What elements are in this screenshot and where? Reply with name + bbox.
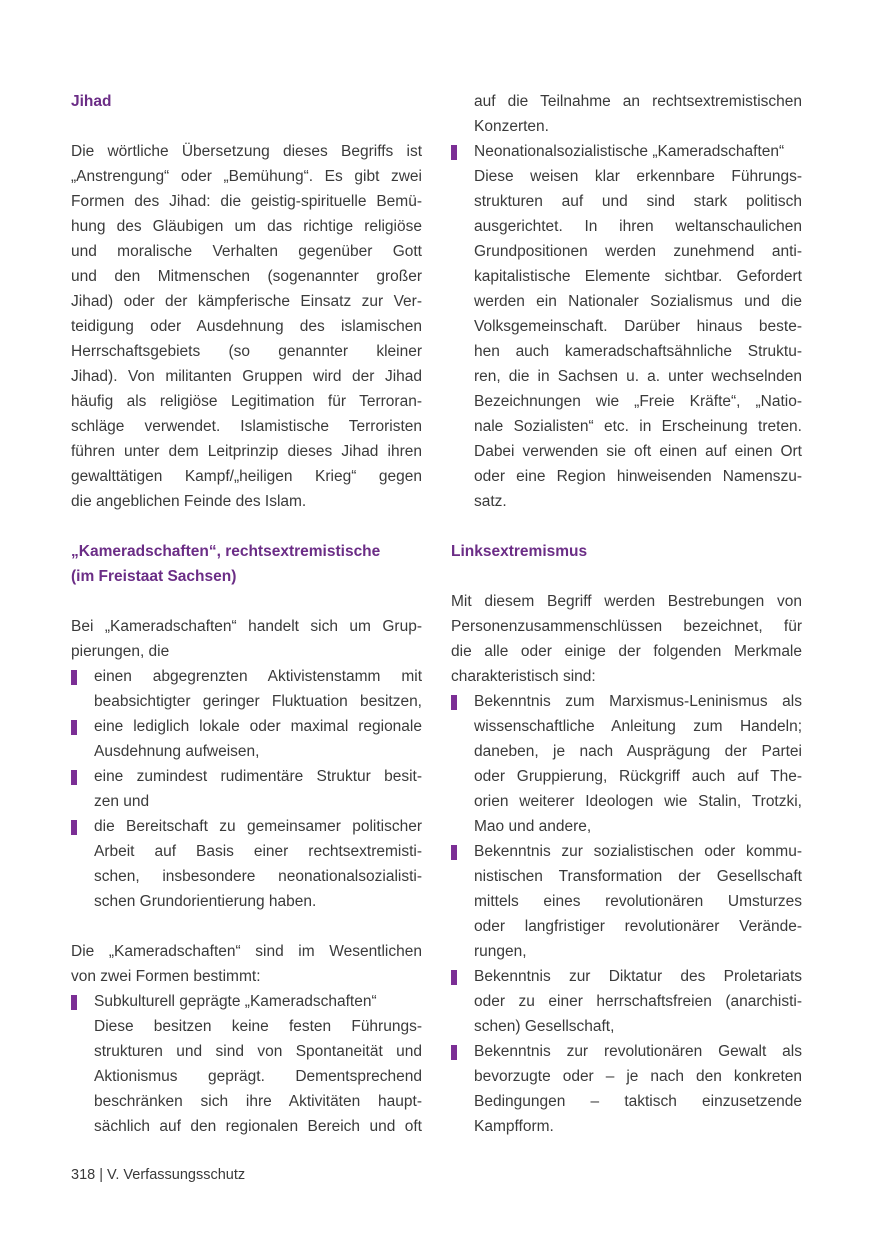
list-item-line (451, 289, 802, 314)
list-item-line (451, 714, 802, 739)
list-item-line (71, 889, 422, 914)
section-heading (451, 539, 802, 564)
list-item-line (451, 939, 802, 964)
list-item-line (451, 189, 802, 214)
text-line (71, 264, 422, 289)
line-text: ren, die in Sachsen u. a. unter wechselnden (474, 368, 802, 385)
line-text: zen und (94, 793, 150, 810)
list-item-line (451, 164, 802, 189)
list-item-line (71, 739, 422, 764)
list-item-line (451, 1039, 802, 1064)
list-item-line (451, 489, 802, 514)
text-line (451, 639, 802, 664)
line-text: oder langfristiger revolutionärer Verände- (474, 918, 802, 935)
line-text: gewalttätigen Kampf/„heiligen Krieg“ gegen (71, 468, 422, 485)
list-item-line (451, 1089, 802, 1114)
line-text: Jihad). Von militanten Gruppen wird der Jihad (71, 368, 422, 385)
line-text: rungen, (474, 943, 527, 960)
line-text: oder zu einer herrschaftsfreien (anarchisti- (474, 993, 802, 1010)
paragraph-spacer (71, 114, 422, 139)
list-item-line (451, 789, 802, 814)
line-text: von zwei Formen bestimmt: (71, 968, 261, 985)
line-text: Ausdehnung aufweisen, (94, 743, 260, 760)
text-line (71, 964, 422, 989)
list-item-line (451, 914, 802, 939)
list-item-line (451, 464, 802, 489)
line-text: beschränken sich ihre Aktivitäten haupt- (94, 1093, 422, 1110)
text-line (71, 464, 422, 489)
list-item-line (451, 739, 802, 764)
bullet-marker-icon (451, 970, 457, 985)
list-item-line (451, 214, 802, 239)
line-text: Grundpositionen werden zunehmend anti- (474, 243, 802, 260)
left-column (71, 89, 422, 1139)
line-text: die angeblichen Feinde des Islam. (71, 493, 307, 510)
list-item-line (451, 864, 802, 889)
text-line (451, 589, 802, 614)
line-text: Bedingungen – taktisch einzusetzende (474, 1093, 802, 1110)
text-line (71, 439, 422, 464)
list-item-line (71, 789, 422, 814)
line-text: strukturen auf und sind stark politisch (474, 193, 802, 210)
line-text: Neonationalsozialistische „Kameradschaften“ (474, 143, 785, 160)
list-item-line (451, 689, 802, 714)
text-line (71, 339, 422, 364)
list-item-line (71, 1064, 422, 1089)
list-item-line (451, 989, 802, 1014)
line-text: Konzerten. (474, 118, 549, 135)
list-item-line (451, 314, 802, 339)
line-text: orien weiterer Ideologen wie Stalin, Trotzki, (474, 793, 802, 810)
list-item-line (451, 439, 802, 464)
line-text: Bezeichnungen wie „Freie Kräfte“, „Natio- (474, 393, 802, 410)
list-item-line (71, 1039, 422, 1064)
line-text: charakteristisch sind: (451, 668, 596, 685)
line-text: hen auch kameradschaftsähnliche Struktu- (474, 343, 802, 360)
section-heading (71, 539, 422, 564)
line-text: Personenzusammenschlüssen bezeichnet, für (451, 618, 802, 635)
bullet-marker-icon (71, 770, 77, 785)
paragraph-spacer (451, 514, 802, 539)
list-item-line (451, 839, 802, 864)
line-text: bevorzugte oder – je nach den konkreten (474, 1068, 802, 1085)
line-text: teidigung oder Ausdehnung des islamischen (71, 318, 422, 335)
bullet-marker-icon (451, 695, 457, 710)
list-item-line (451, 964, 802, 989)
list-item-line (451, 339, 802, 364)
line-text: oder eine Region hinweisenden Namenszu- (474, 468, 802, 485)
text-line (451, 614, 802, 639)
bullet-marker-icon (71, 720, 77, 735)
paragraph-spacer (71, 589, 422, 614)
page-footer: 318 | V. Verfassungsschutz (71, 1167, 246, 1183)
line-text: schen) Gesellschaft, (474, 1018, 615, 1035)
line-text: Jihad (71, 93, 112, 110)
line-text: nale Sozialisten“ etc. in Erscheinung treten. (474, 418, 802, 435)
list-item-line (71, 864, 422, 889)
text-line (71, 164, 422, 189)
line-text: kapitalistische Elemente sichtbar. Gefordert (474, 268, 802, 285)
list-item-line (451, 89, 802, 114)
text-line (71, 614, 422, 639)
line-text: Volksgemeinschaft. Darüber hinaus beste- (474, 318, 802, 335)
list-item-line (451, 1114, 802, 1139)
line-text: die Bereitschaft zu gemeinsamer politischer (94, 818, 422, 835)
list-item-line (71, 764, 422, 789)
line-text: Die „Kameradschaften“ sind im Wesentlichen (71, 943, 422, 960)
line-text: Jihad) oder der kämpferische Einsatz zur Ver- (71, 293, 422, 310)
line-text: satz. (474, 493, 507, 510)
right-column (451, 89, 802, 1139)
line-text: Formen des Jihad: die geistig-spirituelle Bemü- (71, 193, 422, 210)
line-text: und den Mitmenschen (sogenannter großer (71, 268, 422, 285)
text-line (71, 239, 422, 264)
line-text: Bei „Kameradschaften“ handelt sich um Grup- (71, 618, 422, 635)
list-item-line (71, 1014, 422, 1039)
text-line (71, 189, 422, 214)
line-text: wissenschaftliche Anleitung zum Handeln; (474, 718, 802, 735)
list-item-line (451, 764, 802, 789)
text-line (71, 364, 422, 389)
list-item-line (71, 839, 422, 864)
text-line (71, 489, 422, 514)
list-item-line (71, 1114, 422, 1139)
line-text: werden ein Nationaler Sozialismus und die (474, 293, 802, 310)
line-text: Subkulturell geprägte „Kameradschaften“ (94, 993, 377, 1010)
list-item-line (451, 889, 802, 914)
text-line (71, 214, 422, 239)
line-text: daneben, je nach Ausprägung der Partei (474, 743, 802, 760)
line-text: auf die Teilnahme an rechtsextremistischen (474, 93, 802, 110)
line-text: schen, insbesondere neonationalsozialisti- (94, 868, 422, 885)
list-item-line (451, 139, 802, 164)
line-text: einen abgegrenzten Aktivistenstamm mit (94, 668, 422, 685)
line-text: Bekenntnis zur sozialistischen oder kommu- (474, 843, 802, 860)
text-line (451, 664, 802, 689)
text-line (71, 314, 422, 339)
bullet-marker-icon (451, 1045, 457, 1060)
bullet-marker-icon (451, 145, 457, 160)
list-item-line (451, 814, 802, 839)
paragraph-spacer (451, 564, 802, 589)
line-text: Linksextremismus (451, 543, 588, 560)
text-line (71, 939, 422, 964)
list-item-line (71, 714, 422, 739)
section-heading (71, 89, 422, 114)
list-item-line (71, 664, 422, 689)
line-text: Arbeit auf Basis einer rechtsextremisti- (94, 843, 422, 860)
bullet-marker-icon (71, 820, 77, 835)
paragraph-spacer (71, 514, 422, 539)
line-text: (im Freistaat Sachsen) (71, 568, 237, 585)
text-line (71, 289, 422, 314)
line-text: oder Gruppierung, Rückgriff auch auf The- (474, 768, 802, 785)
list-item-line (451, 114, 802, 139)
line-text: pierungen, die (71, 643, 170, 660)
section-heading (71, 564, 422, 589)
line-text: Bekenntnis zur Diktatur des Proletariats (474, 968, 802, 985)
list-item-line (451, 389, 802, 414)
line-text: Bekenntnis zur revolutionären Gewalt als (474, 1043, 802, 1060)
list-item-line (451, 264, 802, 289)
line-text: Kampfform. (474, 1118, 554, 1135)
line-text: und moralische Verhalten gegenüber Gott (71, 243, 422, 260)
line-text: schläge verwendet. Islamistische Terroristen (71, 418, 422, 435)
line-text: Mit diesem Begriff werden Bestrebungen von (451, 593, 802, 610)
text-line (71, 389, 422, 414)
bullet-marker-icon (71, 995, 77, 1010)
line-text: Herrschaftsgebiets (so genannter kleiner (71, 343, 422, 360)
line-text: mittels eines revolutionären Umsturzes (474, 893, 802, 910)
line-text: Bekenntnis zum Marxismus-Leninismus als (474, 693, 802, 710)
line-text: Dabei verwenden sie oft einen auf einen Ort (474, 443, 802, 460)
list-item-line (451, 414, 802, 439)
line-text: Diese weisen klar erkennbare Führungs- (474, 168, 802, 185)
list-item-line (451, 1064, 802, 1089)
text-line (71, 139, 422, 164)
line-text: „Anstrengung“ oder „Bemühung“. Es gibt zwei (71, 168, 422, 185)
text-line (71, 414, 422, 439)
line-text: Diese besitzen keine festen Führungs- (94, 1018, 422, 1035)
paragraph-spacer (71, 914, 422, 939)
line-text: häufig als religiöse Legitimation für Terroran- (71, 393, 422, 410)
list-item-line (451, 239, 802, 264)
list-item-line (71, 689, 422, 714)
line-text: schen Grundorientierung haben. (94, 893, 317, 910)
line-text: hung des Gläubigen um das richtige religiöse (71, 218, 422, 235)
line-text: strukturen und sind von Spontaneität und (94, 1043, 422, 1060)
list-item-line (71, 814, 422, 839)
bullet-marker-icon (71, 670, 77, 685)
line-text: Die wörtliche Übersetzung dieses Begriffs ist (71, 143, 422, 160)
text-line (71, 639, 422, 664)
line-text: eine lediglich lokale oder maximal regionale (94, 718, 422, 735)
line-text: „Kameradschaften“, rechtsextremistische (71, 543, 381, 560)
list-item-line (71, 989, 422, 1014)
list-item-line (71, 1089, 422, 1114)
line-text: Aktionismus geprägt. Dementsprechend (94, 1068, 422, 1085)
line-text: sächlich auf den regionalen Bereich und oft (94, 1118, 422, 1135)
line-text: nistischen Transformation der Gesellschaft (474, 868, 802, 885)
list-item-line (451, 1014, 802, 1039)
line-text: Mao und andere, (474, 818, 592, 835)
list-item-line (451, 364, 802, 389)
line-text: eine zumindest rudimentäre Struktur besit- (94, 768, 422, 785)
line-text: ausgerichtet. In ihren weltanschaulichen (474, 218, 802, 235)
line-text: beabsichtigter geringer Fluktuation besitzen, (94, 693, 422, 710)
bullet-marker-icon (451, 845, 457, 860)
line-text: die alle oder einige der folgenden Merkmale (451, 643, 802, 660)
line-text: führen unter dem Leitprinzip dieses Jihad ihren (71, 443, 422, 460)
